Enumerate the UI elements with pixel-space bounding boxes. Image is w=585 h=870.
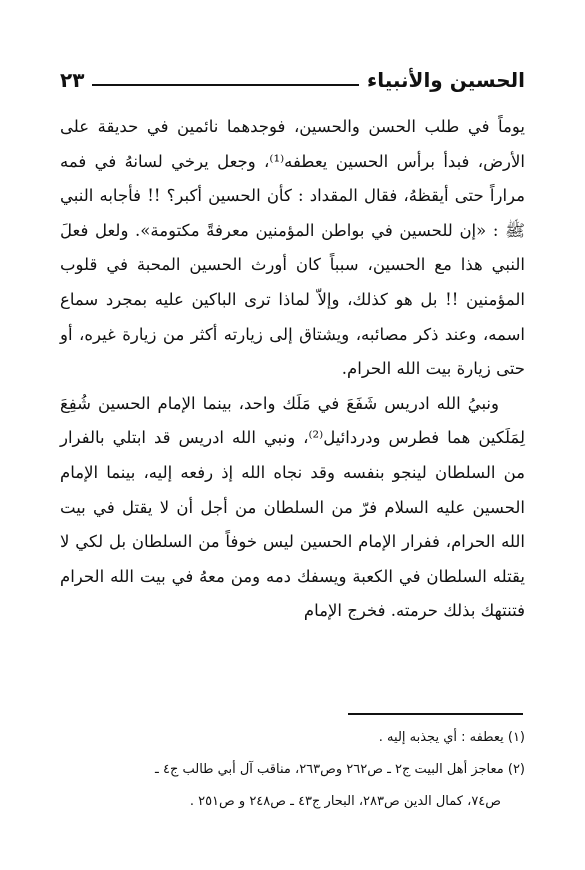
header-title: الحسين والأنبياء	[366, 68, 525, 92]
header-rule	[92, 84, 359, 86]
paragraph-2: ونبيُ الله ادريس شَفَعَ في مَلَك واحد، بينما الإمام الحسين شُفِعَ لِمَلَكين هما فطرس ودردائيل⁽²⁾، ونبي الله ادريس قد ابتلي بالفرار من السلطان لينجو بنفسه وقد نجاه الله إذ رفعه إليه، بينما الإمام الحسين عليه السلام فرّ من السلطان من أجل أن لا يقتل في بيت الله الحرام، ففرار الإمام الحسين ليس خوفاً من السلطان بل لكي لا يقتله السلطان في الكعبة ويسفك دمه ومن معهُ في بيت الله الحرام فتنتهك بذلك حرمته. فخرج الإمام	[60, 393, 526, 621]
body-text	[60, 110, 525, 629]
running-header	[60, 60, 525, 94]
page-number: ٢٣	[60, 68, 85, 92]
paragraph-1: يوماً في طلب الحسن والحسين، فوجدهما نائمين في حديقة على الأرض، فبدأ برأس الحسين يعطفه⁽¹⁾، وجعل يرخي لسانهُ في فمه مراراً حتى أيقظهُ، فقال المقداد : كأن الحسين أكبر؟ !! فأجابه النبي ﷺ : «إن للحسين في بواطن المؤمنين معرفةً مكتومة». ولعل فعلَ النبي هذا مع الحسين، سبباً كان أورث الحسين المحبة في قلوب المؤمنين !! بل هو كذلك، وإلاّ لماذا ترى الباكين عليه بمجرد سماع اسمه، وعند ذكر مصائبه، ويشتاق إلى زيارته أكثر من زيارة غيره، أو حتى زيارة بيت الله الحرام.	[60, 117, 526, 379]
footnote-1: (١) يعطفه : أي يجذبه إليه .	[378, 730, 525, 745]
footnote-2: (٢) معاجز أهل البيت ج٢ ـ ص٢٦٢ وص٢٦٣، مناقب آل أبي طالب ج٤ ـ	[155, 762, 525, 777]
footnote-separator	[348, 713, 523, 715]
footnote-2-continued: ص٧٤، كمال الدين ص٢٨٣، البحار ج٤٣ ـ ص٢٤٨ و ص٢٥١ .	[189, 794, 501, 809]
footnotes	[60, 722, 525, 818]
